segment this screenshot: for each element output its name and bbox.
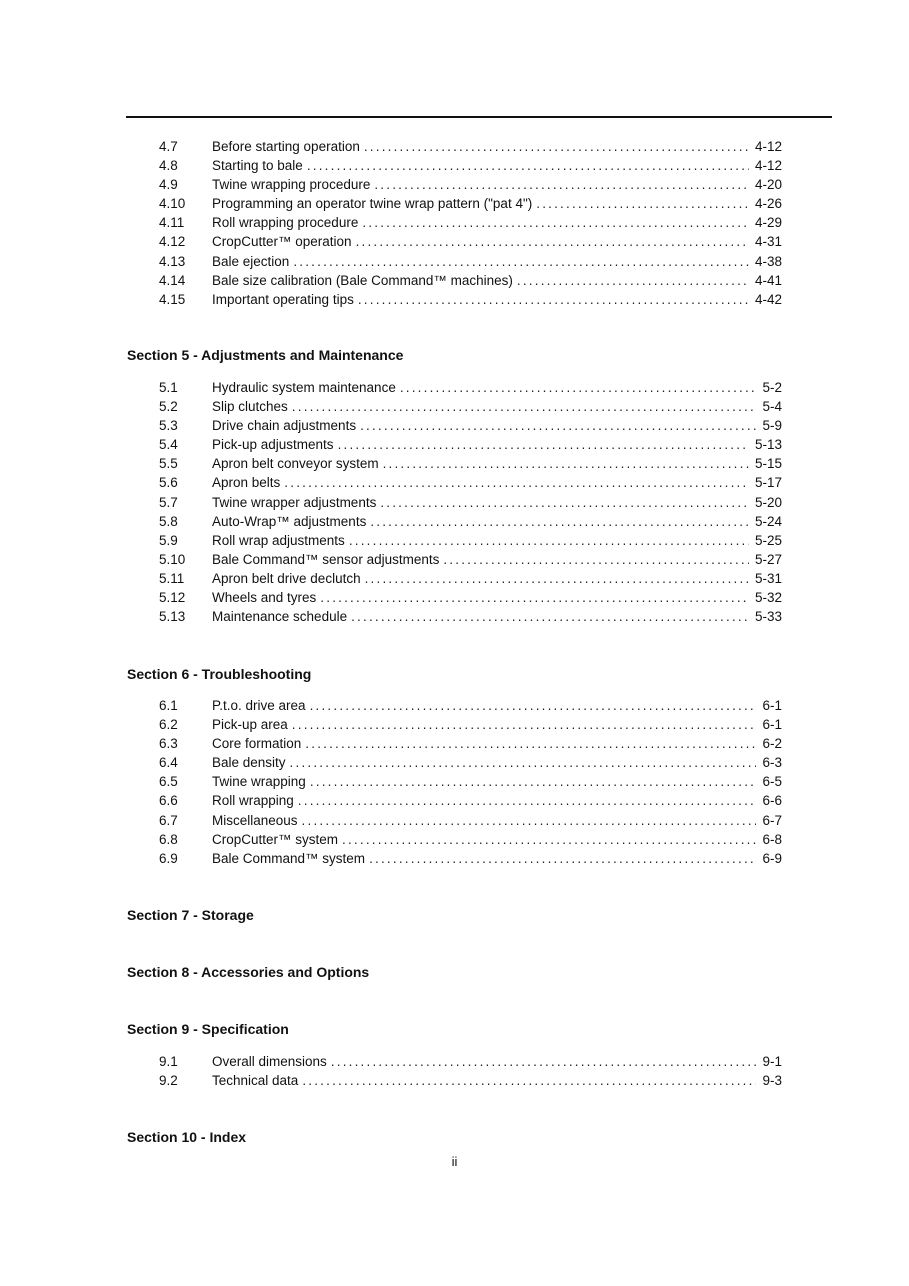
entry-line [212, 734, 782, 753]
entry-line [212, 232, 782, 251]
entry-line [212, 715, 782, 734]
entry-page: 5-17 [754, 475, 782, 491]
toc-entry[interactable] [0, 715, 909, 734]
entry-page: 5-27 [754, 551, 782, 567]
top-rule [126, 116, 832, 118]
entry-line [212, 213, 782, 232]
entry-title: Apron belt conveyor system [212, 456, 379, 472]
entry-title: Programming an operator twine wrap pattern ("pat 4") [212, 196, 533, 212]
entry-line [212, 849, 782, 868]
entry-page: 6-7 [762, 812, 782, 828]
dot-leader [443, 550, 749, 569]
entry-line [212, 607, 782, 626]
entry-title: Before starting operation [212, 139, 360, 154]
entry-title: P.t.o. drive area [212, 698, 306, 713]
entry-title: Apron belts [212, 475, 281, 491]
dot-leader [358, 290, 749, 309]
toc-entry[interactable] [0, 454, 909, 473]
entry-number: 5.5 [159, 456, 178, 472]
entry-title: Pick-up adjustments [212, 437, 334, 453]
toc-entry[interactable] [0, 734, 909, 753]
entry-number: 6.8 [159, 831, 178, 847]
toc-entry[interactable] [0, 772, 909, 791]
entry-line [212, 811, 782, 830]
toc-entry[interactable] [0, 588, 909, 607]
dot-leader [370, 512, 749, 531]
entry-page: 5-4 [762, 399, 782, 415]
entry-title: Bale ejection [212, 253, 290, 269]
dot-leader [383, 454, 749, 473]
entry-title: Roll wrapping procedure [212, 215, 359, 231]
dot-leader [517, 271, 749, 290]
toc-list [0, 696, 909, 868]
entry-title: Core formation [212, 736, 302, 752]
entry-line [212, 416, 782, 435]
entry-title: Twine wrapper adjustments [212, 494, 377, 510]
toc-entry[interactable] [0, 531, 909, 550]
entry-number: 5.3 [159, 418, 178, 434]
entry-page: 4-12 [754, 158, 782, 174]
entry-line [212, 156, 782, 175]
entry-page: 4-41 [754, 272, 782, 288]
entry-page: 6-5 [762, 774, 782, 790]
entry-line [212, 550, 782, 569]
toc-list [0, 137, 909, 309]
entry-title: Important operating tips [212, 291, 354, 307]
dot-leader [307, 156, 749, 175]
entry-number: 4.9 [159, 177, 178, 193]
dot-leader [365, 569, 749, 588]
dot-leader [320, 588, 749, 607]
section-heading: Section 8 - Accessories and Options [127, 964, 370, 980]
dot-leader [302, 1071, 756, 1090]
entry-title: Bale Command™ sensor adjustments [212, 551, 440, 567]
toc-entry[interactable] [0, 696, 909, 715]
entry-title: Slip clutches [212, 399, 288, 415]
entry-page: 5-13 [754, 437, 782, 453]
entry-title: Auto-Wrap™ adjustments [212, 513, 367, 529]
dot-leader [293, 252, 749, 271]
dot-leader [351, 607, 749, 626]
toc-entry[interactable] [0, 252, 909, 271]
entry-number: 5.12 [159, 590, 186, 606]
toc-entry[interactable] [0, 137, 909, 156]
dot-leader [310, 696, 757, 715]
dot-leader [364, 137, 749, 156]
dot-leader [331, 1052, 757, 1071]
entry-page: 5-25 [754, 532, 782, 548]
entry-page: 4-38 [754, 253, 782, 269]
entry-line [212, 271, 782, 290]
entry-line [212, 772, 782, 791]
dot-leader [292, 397, 757, 416]
entry-line [212, 696, 782, 715]
entry-title: Twine wrapping [212, 774, 306, 790]
dot-leader [284, 473, 749, 492]
entry-page: 5-20 [754, 494, 782, 510]
toc-entry[interactable] [0, 232, 909, 251]
entry-title: Apron belt drive declutch [212, 570, 361, 586]
toc-entry[interactable] [0, 607, 909, 626]
entry-line [212, 473, 782, 492]
entry-page: 5-24 [754, 513, 782, 529]
entry-page: 6-1 [762, 717, 782, 733]
toc-entry[interactable] [0, 156, 909, 175]
dot-leader [290, 753, 757, 772]
section-heading: Section 5 - Adjustments and Maintenance [127, 347, 404, 363]
section-heading: Section 9 - Specification [127, 1021, 289, 1037]
entry-page: 6-1 [762, 698, 782, 713]
toc-entry[interactable] [0, 830, 909, 849]
toc-entry[interactable] [0, 811, 909, 830]
entry-title: Maintenance schedule [212, 609, 348, 625]
toc-list [0, 378, 909, 626]
entry-number: 6.4 [159, 755, 178, 771]
page-number: ii [451, 1154, 458, 1169]
entry-number: 5.13 [159, 609, 186, 625]
entry-number: 5.2 [159, 399, 178, 415]
entry-title: Overall dimensions [212, 1054, 327, 1069]
entry-title: Bale size calibration (Bale Command™ machines) [212, 272, 513, 288]
entry-title: CropCutter™ system [212, 831, 339, 847]
toc-entry[interactable] [0, 1052, 909, 1071]
dot-leader [380, 493, 749, 512]
entry-number: 4.15 [159, 291, 186, 307]
dot-leader [356, 232, 749, 251]
entry-page: 6-3 [762, 755, 782, 771]
entry-page: 6-6 [762, 793, 782, 809]
entry-number: 4.14 [159, 272, 186, 288]
entry-number: 6.3 [159, 736, 178, 752]
entry-line [212, 830, 782, 849]
entry-page: 5-33 [754, 609, 782, 625]
entry-line [212, 454, 782, 473]
entry-number: 9.2 [159, 1073, 178, 1089]
toc-entry[interactable] [0, 435, 909, 454]
dot-leader [302, 811, 757, 830]
entry-number: 6.7 [159, 812, 178, 828]
entry-number: 4.7 [159, 139, 178, 154]
entry-page: 4-29 [754, 215, 782, 231]
entry-number: 5.9 [159, 532, 178, 548]
toc-entry[interactable] [0, 512, 909, 531]
entry-number: 4.11 [159, 215, 185, 231]
entry-line [212, 175, 782, 194]
entry-number: 6.2 [159, 717, 178, 733]
entry-title: Wheels and tyres [212, 590, 317, 606]
entry-number: 5.10 [159, 551, 186, 567]
entry-title: Roll wrapping [212, 793, 294, 809]
entry-number: 5.6 [159, 475, 178, 491]
entry-number: 5.1 [159, 380, 178, 395]
entry-number: 5.11 [159, 570, 185, 586]
entry-line [212, 569, 782, 588]
entry-page: 4-42 [754, 291, 782, 307]
entry-line [212, 397, 782, 416]
entry-number: 4.8 [159, 158, 178, 174]
toc-entry[interactable] [0, 290, 909, 309]
dot-leader [342, 830, 756, 849]
entry-title: Pick-up area [212, 717, 288, 733]
entry-line [212, 378, 782, 397]
toc-entry[interactable] [0, 175, 909, 194]
section-heading: Section 10 - Index [127, 1129, 247, 1145]
entry-title: Roll wrap adjustments [212, 532, 345, 548]
entry-line [212, 194, 782, 213]
entry-line [212, 435, 782, 454]
entry-line [212, 753, 782, 772]
entry-line [212, 588, 782, 607]
entry-number: 5.4 [159, 437, 178, 453]
entry-page: 9-1 [762, 1054, 782, 1069]
entry-line [212, 531, 782, 550]
section-heading: Section 7 - Storage [127, 907, 254, 923]
entry-number: 4.10 [159, 196, 186, 212]
entry-number: 5.7 [159, 494, 178, 510]
entry-title: Twine wrapping procedure [212, 177, 371, 193]
dot-leader [298, 791, 757, 810]
toc-entry[interactable] [0, 753, 909, 772]
entry-page: 9-3 [762, 1073, 782, 1089]
entry-page: 5-15 [754, 456, 782, 472]
entry-page: 4-31 [754, 234, 782, 250]
entry-page: 4-26 [754, 196, 782, 212]
entry-line [212, 1071, 782, 1090]
entry-title: Technical data [212, 1073, 299, 1089]
dot-leader [305, 734, 756, 753]
entry-number: 6.5 [159, 774, 178, 790]
dot-leader [374, 175, 749, 194]
dot-leader [292, 715, 757, 734]
entry-number: 6.9 [159, 850, 178, 866]
entry-title: CropCutter™ operation [212, 234, 352, 250]
entry-line [212, 137, 782, 156]
dot-leader [338, 435, 749, 454]
entry-number: 4.12 [159, 234, 186, 250]
dot-leader [349, 531, 749, 550]
dot-leader [360, 416, 756, 435]
entry-page: 6-8 [762, 831, 782, 847]
entry-line [212, 290, 782, 309]
entry-line [212, 512, 782, 531]
toc-entry[interactable] [0, 493, 909, 512]
toc-entry[interactable] [0, 1071, 909, 1090]
entry-number: 9.1 [159, 1054, 178, 1069]
toc-entry[interactable] [0, 473, 909, 492]
toc-entry[interactable] [0, 550, 909, 569]
entry-title: Bale Command™ system [212, 850, 366, 866]
entry-page: 5-2 [762, 380, 782, 395]
dot-leader [536, 194, 749, 213]
toc-entry[interactable] [0, 213, 909, 232]
entry-title: Bale density [212, 755, 286, 771]
dot-leader [310, 772, 757, 791]
section-heading: Section 6 - Troubleshooting [127, 666, 312, 682]
entry-title: Miscellaneous [212, 812, 298, 828]
toc-list [0, 1052, 909, 1090]
entry-number: 6.1 [159, 698, 178, 713]
toc-entry[interactable] [0, 397, 909, 416]
entry-number: 6.6 [159, 793, 178, 809]
toc-entry[interactable] [0, 194, 909, 213]
toc-entry[interactable] [0, 569, 909, 588]
entry-number: 4.13 [159, 253, 186, 269]
toc-entry[interactable] [0, 849, 909, 868]
entry-line [212, 791, 782, 810]
entry-line [212, 1052, 782, 1071]
entry-page: 4-20 [754, 177, 782, 193]
dot-leader [400, 378, 757, 397]
toc-entry[interactable] [0, 378, 909, 397]
entry-line [212, 252, 782, 271]
toc-entry[interactable] [0, 271, 909, 290]
entry-line [212, 493, 782, 512]
entry-title: Drive chain adjustments [212, 418, 357, 434]
entry-page: 4-12 [754, 139, 782, 154]
entry-number: 5.8 [159, 513, 178, 529]
toc-entry[interactable] [0, 416, 909, 435]
entry-title: Hydraulic system maintenance [212, 380, 396, 395]
toc-entry[interactable] [0, 791, 909, 810]
entry-page: 6-2 [762, 736, 782, 752]
entry-title: Starting to bale [212, 158, 303, 174]
entry-page: 6-9 [762, 850, 782, 866]
entry-page: 5-9 [762, 418, 782, 434]
dot-leader [369, 849, 756, 868]
entry-page: 5-32 [754, 590, 782, 606]
entry-page: 5-31 [754, 570, 782, 586]
dot-leader [362, 213, 749, 232]
